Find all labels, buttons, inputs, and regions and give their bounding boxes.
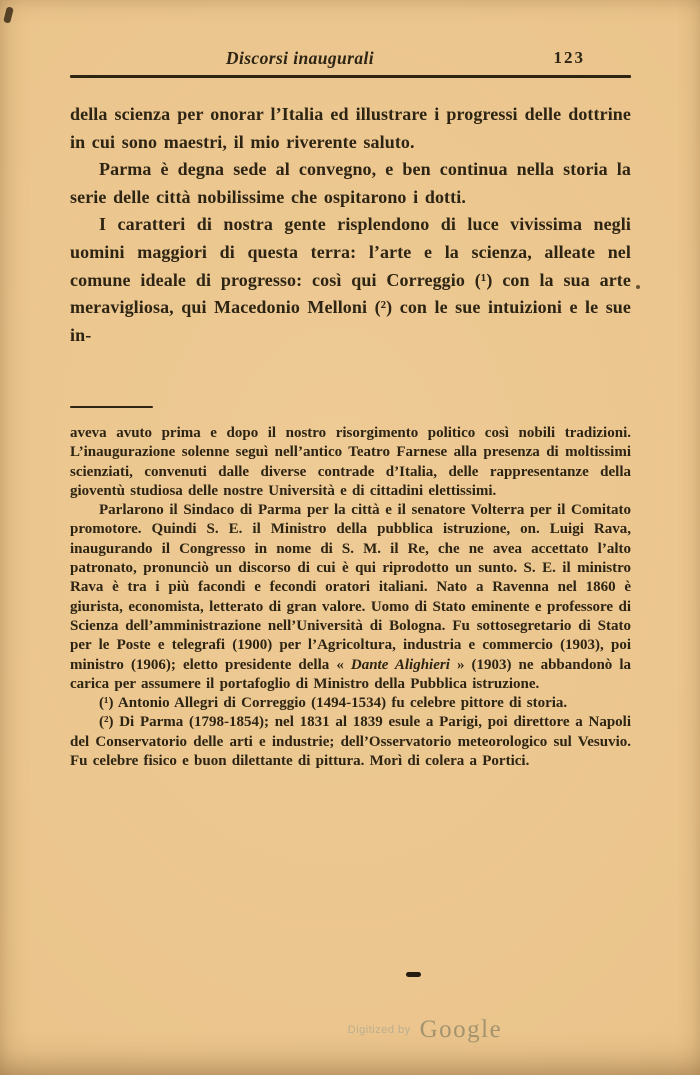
body-paragraph-3: I caratteri di nostra gente risplendono di luce vivissima negli uomini maggiori di questa terra: l’arte e la scienza, alleate nel comune ideale di progresso: così qui Correggio (¹) con la sua arte meravigliosa, qui Macedonio Melloni (²) con le sue intuizioni e le sue in- [70, 214, 631, 345]
footnote-2-italic-title: Dante Alighieri [350, 656, 450, 673]
page-number: 123 [553, 48, 585, 67]
footnote-2-text-after: » (1903) ne abbandonò la carica per assumere il portafoglio di Ministro della Pubblica istruzione. [70, 656, 632, 692]
header-rule [70, 75, 631, 78]
body-paragraph-1: della scienza per onorar l’Italia ed illustrare i progressi delle dottrine in cui sono maestri, il mio riverente saluto. [70, 104, 631, 152]
section-end-dash [406, 972, 421, 977]
footnote-paragraph-3: (¹) Antonio Allegri di Correggio (1494-1534) fu celebre pittore di storia. [99, 695, 568, 712]
running-title: Discorsi inaugurali [225, 48, 375, 68]
google-logo: Google [419, 1016, 503, 1043]
footnote-paragraph-2 [70, 501, 631, 694]
body-paragraph-2: Parma è degna sede al convegno, e ben continua nella storia la serie delle città nobilissime che ospitarono i dotti. [70, 159, 631, 207]
body-text [70, 101, 631, 349]
scan-artifact-dot [636, 285, 640, 289]
page-header [70, 48, 631, 74]
footnote-2-text-before: Parlarono il Sindaco di Parma per la città e il senatore Volterra per il Comitato promotore. Quindi S. E. il Ministro della pubblica istruzione, on. Luigi Rava, inaugurando il Congresso in nome di S. M. il Re, che ne avea accettato l’alto patronato, pronunciò un discorso di cui è qui riprodotto un sunto. S. E. il ministro Rava è tra i più facondi e fecondi oratori italiani. Nato a Ravenna nel 1860 è giurista, economista, letterato di gran valore. Uomo di Stato eminente e professore di Scienza dell’amministrazione nell’Università di Bologna. Fu sottosegretario di Stato per le Poste e telegrafi (1900) per l’Agricoltura, industria e commercio (1903), poi ministro (1906); eletto presidente della « [70, 502, 631, 673]
footnote-separator [70, 406, 153, 408]
scan-artifact-speck [3, 6, 14, 23]
footnotes-block [70, 424, 631, 771]
footnote-paragraph-1: aveva avuto prima e dopo il nostro risorgimento politico così nobili tradizioni. L’inaugurazione solenne seguì nell’antico Teatro Farnese alla presenza di moltissimi scienziati, convenuti dalle diverse contrade d’Italia, delle rappresentanze della gioventù studiosa delle nostre Università e di cittadini elettissimi. [70, 425, 631, 499]
watermark-prefix: Digitized by [347, 1024, 411, 1036]
footnote-paragraph-4: (²) Di Parma (1798-1854); nel 1831 al 1839 esule a Parigi, poi direttore a Napoli del Conservatorio delle arti e industrie; dell’Osservatorio meteorologico sul Vesuvio. Fu celebre fisico e buon dilettante di pittura. Morì di colera a Portici. [70, 714, 631, 770]
google-watermark [150, 1016, 700, 1044]
